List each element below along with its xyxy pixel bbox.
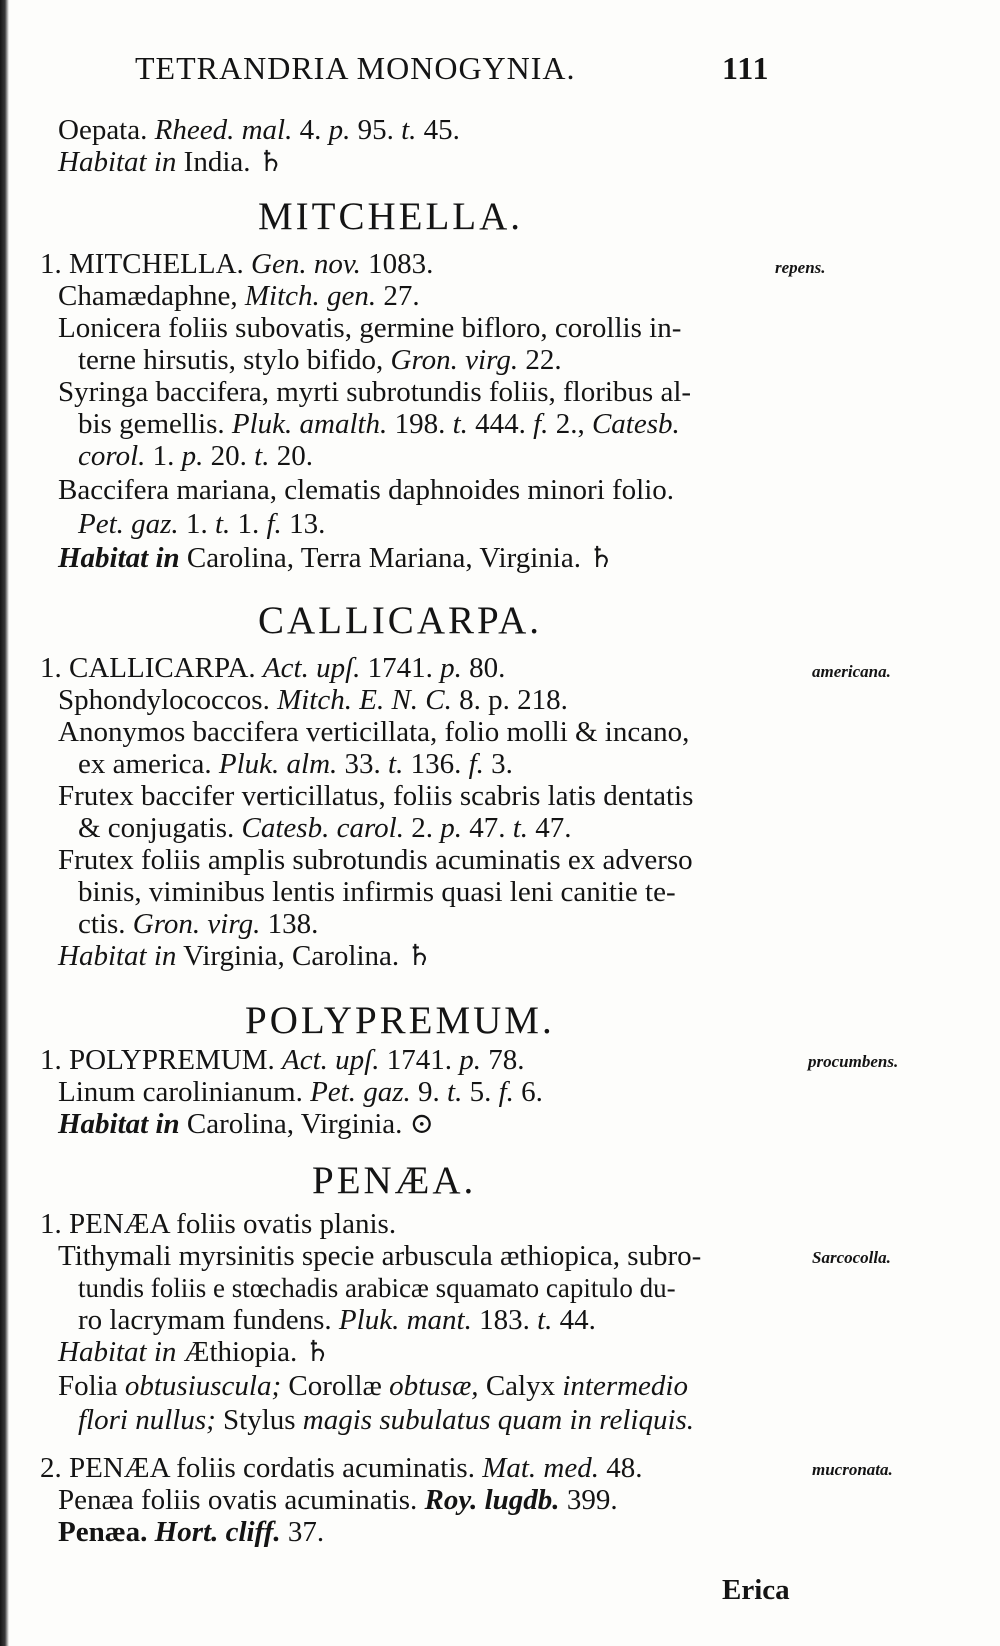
- text: bis gemellis.: [78, 408, 232, 440]
- text-italic: intermedio: [562, 1370, 688, 1402]
- heading-callicarpa: CALLICARPA.: [258, 599, 543, 642]
- text: Chamædaphne,: [58, 280, 245, 312]
- heading-mitchella: MITCHELLA.: [258, 195, 524, 238]
- text: 20.: [203, 440, 255, 472]
- text: 1. CALLICARPA.: [40, 652, 263, 684]
- text-italic: Gron. virg.: [390, 344, 519, 376]
- text: India.: [176, 146, 258, 178]
- text: 27.: [376, 280, 420, 312]
- text-italic: f.: [468, 748, 484, 780]
- penaea-line-4: [78, 1304, 596, 1336]
- text: Baccifera mariana, clematis daphnoides minori folio.: [58, 474, 675, 506]
- text-italic: t.: [452, 408, 468, 440]
- mitchella-line-7: [78, 440, 313, 472]
- text-italic: Gron. virg.: [132, 908, 261, 940]
- text-bold: Penæa.: [58, 1516, 155, 1548]
- text: 6.: [513, 1076, 543, 1108]
- callicarpa-line-5: [58, 780, 693, 812]
- text-italic: p.: [459, 1044, 481, 1076]
- penaea-line-10: [58, 1516, 324, 1548]
- text-italic: Pluk. alm.: [218, 748, 338, 780]
- penaea-note-line-2: [78, 1404, 694, 1436]
- text: 48.: [599, 1452, 643, 1484]
- side-note-mucronata: mucronata.: [812, 1460, 893, 1479]
- text: Æthiopia.: [176, 1336, 305, 1368]
- text-italic: t.: [254, 440, 270, 472]
- binding-shadow: [0, 0, 9, 1646]
- text: 1. MITCHELLA.: [40, 248, 252, 280]
- text: 80.: [461, 652, 506, 684]
- text-italic: Habitat in: [58, 1108, 180, 1140]
- text: 183.: [471, 1304, 538, 1336]
- text-italic: Act. upſ.: [262, 652, 361, 684]
- callicarpa-line-6: [78, 812, 572, 844]
- penaea-habitat: [58, 1336, 331, 1368]
- text-italic: obtusæ,: [389, 1370, 479, 1402]
- text-italic: Hort. cliff.: [154, 1516, 281, 1548]
- text: Stylus: [215, 1404, 303, 1436]
- text-italic: Roy. lugdb.: [424, 1484, 560, 1516]
- shrub-symbol: ♄: [257, 146, 284, 178]
- text-italic: f.: [266, 508, 282, 540]
- mitchella-line-4: [78, 344, 562, 376]
- polypremum-habitat: [58, 1108, 434, 1140]
- callicarpa-line-3: [58, 716, 689, 748]
- text-italic: f.: [533, 408, 549, 440]
- penaea-line-9: [58, 1484, 618, 1516]
- text: binis, viminibus lentis infirmis quasi leni canitie te-: [78, 876, 676, 908]
- text: Syringa baccifera, myrti subrotundis foliis, floribus al-: [58, 376, 692, 408]
- annual-symbol: ⊙: [409, 1108, 434, 1140]
- text: 47.: [461, 812, 513, 844]
- text-italic: p.: [440, 652, 462, 684]
- callicarpa-line-4: [78, 748, 513, 780]
- callicarpa-line-7: [58, 844, 693, 876]
- text-italic: p.: [181, 440, 204, 472]
- text: 20.: [269, 440, 313, 472]
- page-number: 111: [722, 50, 770, 86]
- text-italic: t.: [214, 508, 231, 540]
- penaea-line-8: [40, 1452, 643, 1484]
- text: ex america.: [78, 748, 219, 780]
- text-italic: t.: [401, 114, 417, 146]
- text-italic: Pluk. mant.: [338, 1304, 472, 1336]
- oepata-habitat: [58, 146, 284, 178]
- penaea-line-1: [40, 1208, 396, 1240]
- text-italic: Mat. med.: [482, 1452, 599, 1484]
- text: 1. POLYPREMUM.: [40, 1044, 283, 1076]
- text: Frutex baccifer verticillatus, foliis scabris latis dentatis: [58, 780, 694, 812]
- catchword: Erica: [722, 1574, 790, 1606]
- text: 95.: [350, 114, 402, 146]
- text: 44.: [552, 1304, 596, 1336]
- text-italic: t.: [537, 1304, 553, 1336]
- text: Carolina, Terra Mariana, Virginia.: [179, 542, 589, 574]
- text: 1741.: [360, 652, 441, 684]
- text: Linum carolinianum.: [58, 1076, 311, 1108]
- mitchella-line-8: [58, 474, 674, 506]
- text: tundis foliis e stœchadis arabicæ squamato capitulo du-: [78, 1273, 676, 1303]
- mitchella-line-3: [58, 312, 681, 344]
- text: 37.: [280, 1516, 325, 1548]
- text-italic: Pet. gaz.: [310, 1076, 411, 1108]
- text-italic: flori nullus;: [78, 1404, 216, 1436]
- text: 1741.: [379, 1044, 460, 1076]
- side-note-repens: repens.: [775, 258, 826, 277]
- text-italic: Habitat in: [58, 146, 177, 178]
- text-italic: Rheed. mal.: [154, 114, 293, 146]
- mitchella-line-6: [78, 408, 680, 440]
- text-italic: Gen. nov.: [251, 248, 361, 280]
- text-italic: obtusiuscula;: [124, 1370, 282, 1402]
- penaea-line-2: [58, 1240, 701, 1272]
- text: 399.: [559, 1484, 618, 1516]
- mitchella-habitat: [58, 542, 614, 574]
- oepata-line-1: [58, 114, 460, 146]
- text: Lonicera foliis subovatis, germine bifloro, corollis in-: [58, 312, 682, 344]
- text: 45.: [416, 114, 460, 146]
- text-italic: Habitat in: [58, 542, 180, 574]
- text: 47.: [528, 812, 572, 844]
- text: Corollæ: [281, 1370, 390, 1402]
- text: Frutex foliis amplis subrotundis acuminatis ex adverso: [58, 844, 693, 876]
- callicarpa-line-1: [40, 652, 505, 684]
- text-italic: Mitch. gen.: [244, 280, 377, 312]
- text: 78.: [480, 1044, 525, 1076]
- text: ro lacrymam fundens.: [78, 1304, 339, 1336]
- text: 1083.: [360, 248, 434, 280]
- text: ctis.: [78, 908, 133, 940]
- text-italic: t.: [512, 812, 529, 844]
- text-italic: t.: [388, 748, 404, 780]
- side-note-procumbens: procumbens.: [808, 1052, 899, 1071]
- text-italic: Catesb. carol.: [241, 812, 404, 844]
- text-italic: Habitat in: [58, 940, 177, 972]
- shrub-symbol: ♄: [588, 542, 615, 574]
- mitchella-line-5: [58, 376, 691, 408]
- text: 2.: [403, 812, 441, 844]
- text: 5.: [462, 1076, 499, 1108]
- callicarpa-line-8: [78, 876, 676, 908]
- callicarpa-line-9: [78, 908, 318, 940]
- text: 136.: [403, 748, 469, 780]
- side-note-americana: americana.: [812, 662, 891, 681]
- mitchella-line-1: [40, 248, 433, 280]
- text: Virginia, Carolina.: [176, 940, 407, 972]
- text: Sphondylococcos.: [58, 684, 278, 716]
- text: 9.: [410, 1076, 448, 1108]
- text: 8. p. 218.: [451, 684, 568, 716]
- text: 1.: [230, 508, 267, 540]
- text-italic: p.: [328, 114, 351, 146]
- mitchella-line-9: [78, 508, 325, 540]
- text: 2. PENÆA foliis cordatis acuminatis.: [40, 1452, 483, 1484]
- text-italic: p.: [440, 812, 462, 844]
- side-note-sarcocolla: Sarcocolla.: [812, 1248, 891, 1267]
- text-italic: f.: [498, 1076, 514, 1108]
- text: 13.: [281, 508, 326, 540]
- text: Anonymos baccifera verticillata, folio molli & incano,: [58, 716, 690, 748]
- text-italic: Mitch. E. N. C.: [277, 684, 452, 716]
- penaea-note-line-1: [58, 1370, 688, 1402]
- text-italic: Habitat in: [58, 1336, 177, 1368]
- polypremum-line-1: [40, 1044, 524, 1076]
- text: Carolina, Virginia.: [179, 1108, 410, 1140]
- text: 1. PENÆA foliis ovatis planis.: [40, 1208, 397, 1240]
- text: Tithymali myrsinitis speciе arbuscula æthiopica, subro-: [58, 1240, 702, 1272]
- text: & conjugatis.: [78, 812, 242, 844]
- text: 4.: [292, 114, 329, 146]
- text-italic: corol.: [78, 440, 146, 472]
- heading-polypremum: POLYPREMUM.: [245, 999, 555, 1042]
- text: 138.: [260, 908, 319, 940]
- text: 2.,: [548, 408, 592, 440]
- text-italic: Pet. gaz.: [78, 508, 179, 540]
- text: Oepata.: [58, 114, 155, 146]
- callicarpa-line-2: [58, 684, 568, 716]
- text: Folia: [58, 1370, 125, 1402]
- text: Penæa foliis ovatis acuminatis.: [58, 1484, 425, 1516]
- heading-penaea: PENÆA.: [312, 1159, 477, 1202]
- text: terne hirsutis, stylo bifido,: [78, 344, 391, 376]
- text: 1.: [145, 440, 182, 472]
- text: 444.: [467, 408, 534, 440]
- text: 22.: [518, 344, 562, 376]
- text-italic: magis subulatus quam in reliquis.: [302, 1404, 695, 1436]
- text-italic: t.: [447, 1076, 463, 1108]
- callicarpa-habitat: [58, 940, 432, 972]
- polypremum-line-2: [58, 1076, 543, 1108]
- text: 1.: [178, 508, 215, 540]
- text: 198.: [387, 408, 453, 440]
- mitchella-line-2: [58, 280, 420, 312]
- penaea-line-3: [78, 1272, 676, 1304]
- shrub-symbol: ♄: [406, 940, 433, 972]
- text-italic: Catesb.: [591, 408, 680, 440]
- shrub-symbol: ♄: [304, 1336, 331, 1368]
- text-italic: Act. upſ.: [282, 1044, 380, 1076]
- text: 3.: [483, 748, 513, 780]
- text: Calyx: [478, 1370, 563, 1402]
- running-head-title: TETRANDRIA MONOGYNIA.: [135, 50, 576, 86]
- text-italic: Pluk. amalth.: [231, 408, 388, 440]
- text: 33.: [337, 748, 389, 780]
